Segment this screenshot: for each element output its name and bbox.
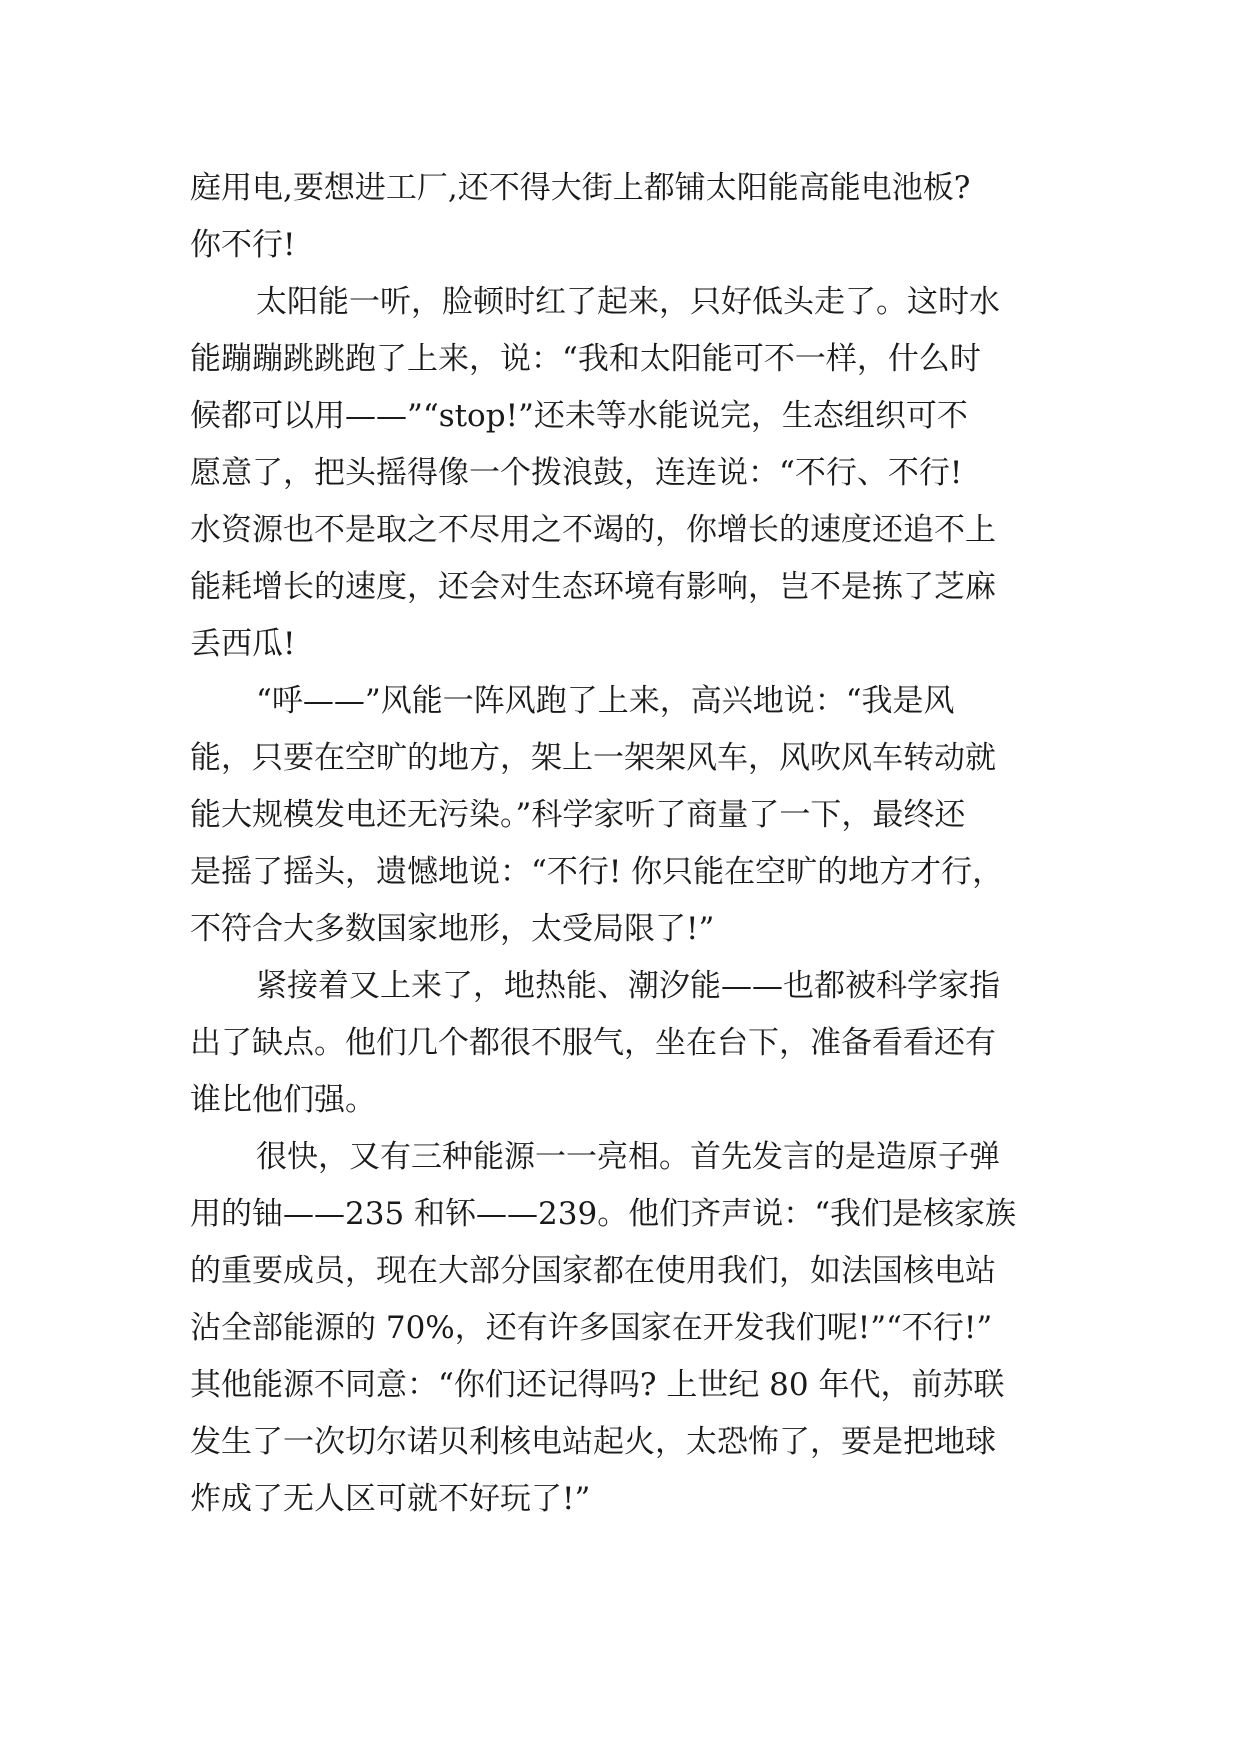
text-line: 发生了一次切尔诺贝利核电站起火，太恐怖了，要是把地球 xyxy=(190,1424,996,1460)
text-line: 水资源也不是取之不尽用之不竭的，你增长的速度还追不上 xyxy=(190,512,996,548)
text-line: 谁比他们强。 xyxy=(190,1082,376,1118)
text-line: 用的铀——235 和钚——239。他们齐声说：“我们是核家族 xyxy=(190,1196,1017,1232)
text-line: 能蹦蹦跳跳跑了上来，说：“我和太阳能可不一样，什么时 xyxy=(190,341,981,377)
text-line: 其他能源不同意：“你们还记得吗? 上世纪 80 年代，前苏联 xyxy=(190,1367,1005,1403)
text-line: 炸成了无人区可就不好玩了!” xyxy=(190,1481,591,1517)
text-line: 你不行! xyxy=(190,227,296,263)
text-line: 能耗增长的速度，还会对生态环境有影响，岂不是拣了芝麻 xyxy=(190,569,996,605)
paragraph-start-line: 紧接着又上来了，地热能、潮汐能——也都被科学家指 xyxy=(256,968,1000,1004)
paragraph-start-line: 太阳能一听，脸顿时红了起来，只好低头走了。这时水 xyxy=(256,284,1000,320)
text-line: 是摇了摇头，遗憾地说：“不行! 你只能在空旷的地方才行， xyxy=(190,854,1004,890)
text-line: 能大规模发电还无污染。”科学家听了商量了一下，最终还 xyxy=(190,797,966,833)
paragraph-start-line: “呼——”风能一阵风跑了上来，高兴地说：“我是风 xyxy=(256,683,955,719)
text-line: 愿意了，把头摇得像一个拨浪鼓，连连说：“不行、不行! xyxy=(190,455,963,491)
document-body xyxy=(190,160,1050,1528)
text-line: 不符合大多数国家地形，太受局限了!” xyxy=(190,911,715,947)
text-line: 庭用电,要想进工厂,还不得大街上都铺太阳能高能电池板? xyxy=(190,170,971,206)
text-line: 出了缺点。他们几个都很不服气，坐在台下，准备看看还有 xyxy=(190,1025,996,1061)
text-line: 沾全部能源的 70%，还有许多国家在开发我们呢!”“不行!” xyxy=(190,1310,993,1346)
text-line: 能，只要在空旷的地方，架上一架架风车，风吹风车转动就 xyxy=(190,740,996,776)
paragraph-start-line: 很快，又有三种能源一一亮相。首先发言的是造原子弹 xyxy=(256,1139,1000,1175)
text-line: 候都可以用——”“stop!”还未等水能说完，生态组织可不 xyxy=(190,398,968,434)
text-line: 的重要成员，现在大部分国家都在使用我们，如法国核电站 xyxy=(190,1253,996,1289)
text-line: 丢西瓜! xyxy=(190,626,296,662)
